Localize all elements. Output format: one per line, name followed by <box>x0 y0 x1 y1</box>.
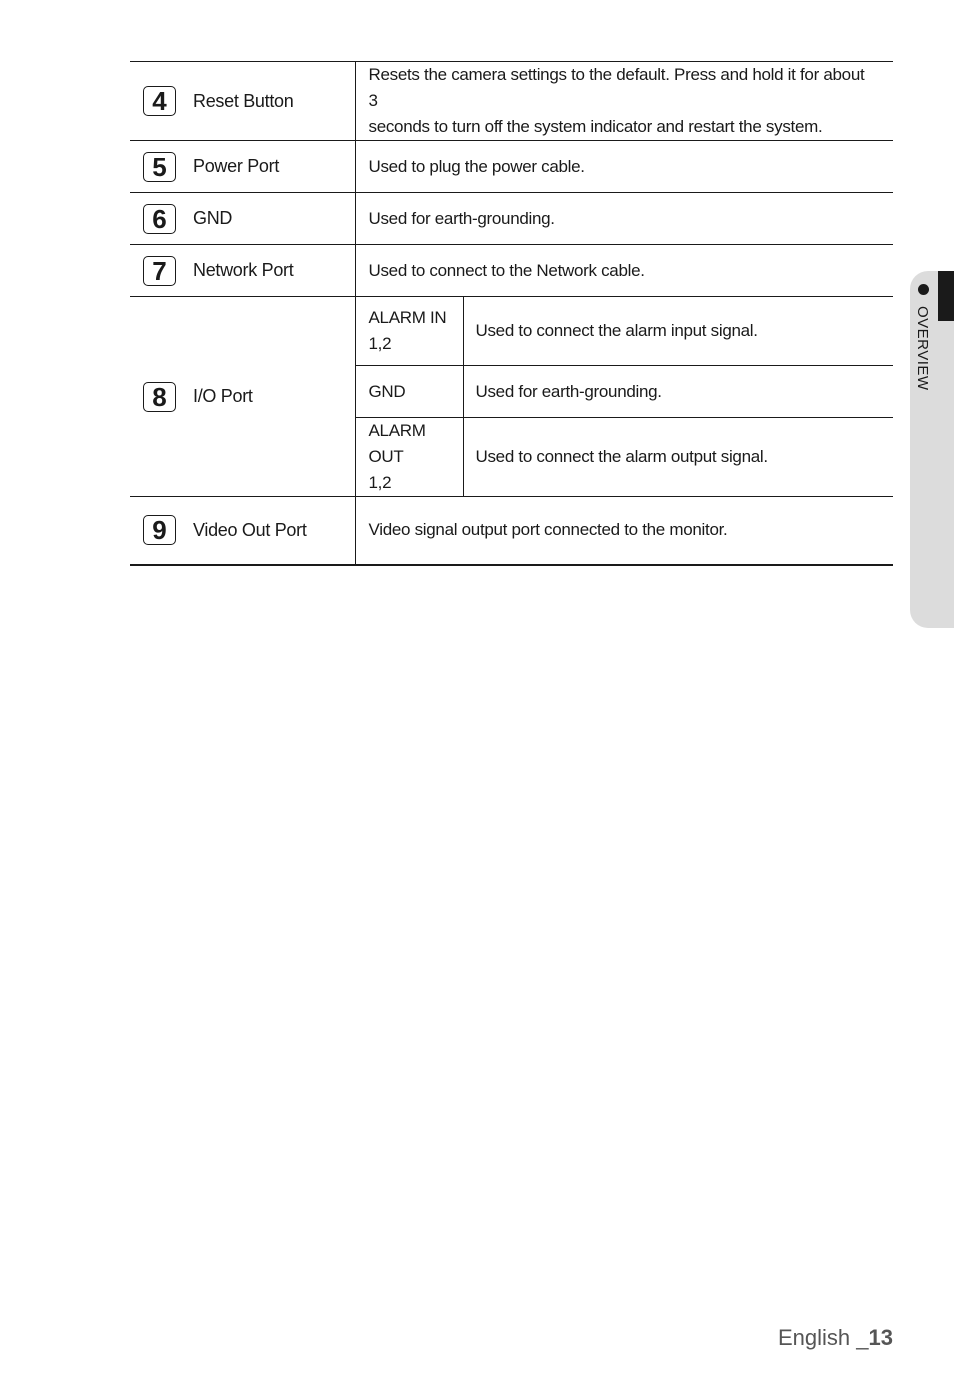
item-description: Resets the camera settings to the default. Press and hold it for about 3 seconds to turn off the system indicator and restart the system. <box>355 62 893 141</box>
item-label: Reset Button <box>193 90 294 111</box>
sub-item-description: Used to connect the alarm input signal. <box>463 297 893 366</box>
sub-item-description: Used to connect the alarm output signal. <box>463 418 893 497</box>
table-row <box>130 297 893 366</box>
table-row <box>130 245 893 297</box>
page-number: 13 <box>868 1325 893 1350</box>
page-footer <box>778 1325 893 1351</box>
label-cell <box>130 497 355 565</box>
table-row <box>130 497 893 565</box>
item-label: Power Port <box>193 156 280 176</box>
footer-language: English _ <box>778 1325 869 1350</box>
sub-item-name: ALARM IN 1,2 <box>355 297 463 366</box>
side-tab-marker <box>938 271 954 321</box>
sub-item-name: ALARM OUT 1,2 <box>355 418 463 497</box>
item-label: GND <box>193 208 233 228</box>
sub-item-description: Used for earth-grounding. <box>463 366 893 418</box>
table-row <box>130 193 893 245</box>
label-cell <box>130 193 355 245</box>
item-label: Network Port <box>193 260 294 280</box>
item-description: Used for earth-grounding. <box>355 193 893 245</box>
item-label: Video Out Port <box>193 519 307 540</box>
item-number-badge: 7 <box>143 256 176 286</box>
section-label: OVERVIEW <box>914 306 931 391</box>
item-number-badge: 6 <box>143 204 176 234</box>
item-description: Video signal output port connected to the monitor. <box>355 497 893 565</box>
item-number-badge: 8 <box>143 382 176 412</box>
label-cell <box>130 245 355 297</box>
item-description: Used to plug the power cable. <box>355 141 893 193</box>
label-cell <box>130 62 355 141</box>
table-row <box>130 62 893 141</box>
label-cell <box>130 297 355 497</box>
item-number-badge: 4 <box>143 86 176 116</box>
spec-table <box>130 61 893 566</box>
item-number-badge: 5 <box>143 152 176 182</box>
label-cell <box>130 141 355 193</box>
item-label: I/O Port <box>193 386 253 406</box>
sub-item-name: GND <box>355 366 463 418</box>
item-description: Used to connect to the Network cable. <box>355 245 893 297</box>
bullet-icon <box>918 284 929 295</box>
table-row <box>130 141 893 193</box>
item-number-badge: 9 <box>143 515 176 545</box>
